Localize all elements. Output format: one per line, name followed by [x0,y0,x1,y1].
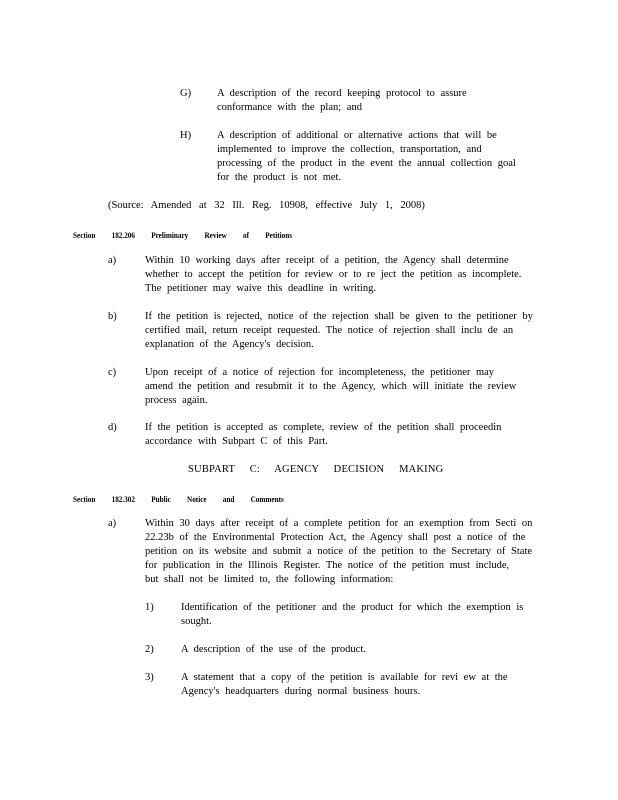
section-heading-182-206: Section 182.206 Preliminary Review of Petitions [73,231,293,240]
item-label-302-a: a) [108,518,117,529]
item-text-h: A description of additional or alternative actions that will be implemented to improve the collection, transportation, and processing of the product in the event the annual collection goal for the product is not met. [217,130,516,183]
section-heading-182-302: Section 182.302 Public Notice and Comments [73,495,284,504]
subitem-text-3: A statement that a copy of the petition is available for revi ew at the Agency's headquarters during normal business hours. [181,672,508,697]
item-label-h: H) [180,130,192,141]
item-label-206-a: a) [108,255,117,266]
item-text-206-a: Within 10 working days after receipt of a petition, the Agency shall determine whether to accept the petition for review or to re ject the petition as incomplete. The petitioner may waive this deadline in writing. [145,255,522,294]
item-text-206-d: If the petition is accepted as complete, review of the petition shall proceedin accordance with Subpart C of this Part. [145,422,502,447]
item-text-302-a: Within 30 days after receipt of a complete petition for an exemption from Secti on 22.23b of the Environmental Protection Act, the Agency shall post a notice of the petition on its website and submit a notice of the petition to the Secretary of State for publication in the Illinois Register. The notice of the petition must include, but shall not be limited to, the following information: [145,518,533,585]
subitem-label-1: 1) [145,602,154,613]
subpart-heading: SUBPART C: AGENCY DECISION MAKING [188,464,444,475]
item-text-206-b: If the petition is rejected, notice of the rejection shall be given to the petitioner by certified mail, return receipt requested. The notice of rejection shall inclu de an explanation of the Agency's decision. [145,311,533,350]
subitem-text-1: Identification of the petitioner and the product for which the exemption is sought. [181,602,524,627]
item-label-g: G) [180,88,192,99]
subitem-label-2: 2) [145,644,154,655]
item-label-206-c: c) [108,367,117,378]
subitem-text-2: A description of the use of the product. [181,644,366,655]
item-label-206-d: d) [108,422,117,433]
subitem-label-3: 3) [145,672,154,683]
item-text-g: A description of the record keeping protocol to assure conformance with the plan; and [217,88,467,113]
source-note: (Source: Amended at 32 Ill. Reg. 10908, effective July 1, 2008) [108,200,425,211]
item-label-206-b: b) [108,311,117,322]
item-text-206-c: Upon receipt of a notice of rejection for incompleteness, the petitioner may amend the petition and resubmit it to the Agency, which will initiate the review process again. [145,367,517,406]
